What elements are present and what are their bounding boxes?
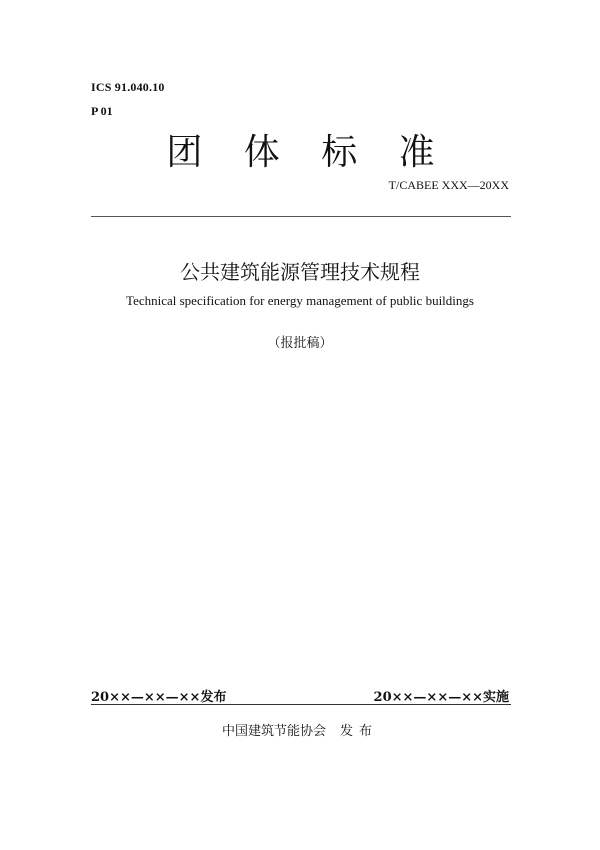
footer-divider (91, 704, 511, 705)
publisher-line (0, 720, 600, 739)
standard-type-title: 团 体 标 准 (166, 132, 450, 173)
header-divider (91, 216, 511, 217)
publisher-action: 发布 (340, 724, 379, 739)
document-title-english: Technical specification for energy management of public buildings (126, 293, 474, 308)
ccs-code: P 01 (91, 104, 113, 118)
publisher-organization: 中国建筑节能协会 (221, 724, 326, 739)
standard-code: T/CABEE XXX—20XX (388, 178, 509, 192)
draft-status: （报批稿） (267, 336, 333, 351)
document-title-chinese: 公共建筑能源管理技术规程 (180, 260, 420, 284)
ics-code: ICS 91.040.10 (91, 80, 165, 94)
publish-date: 20××—××—××发布 (91, 690, 227, 705)
implementation-date: 20××—××—××实施 (373, 690, 509, 705)
